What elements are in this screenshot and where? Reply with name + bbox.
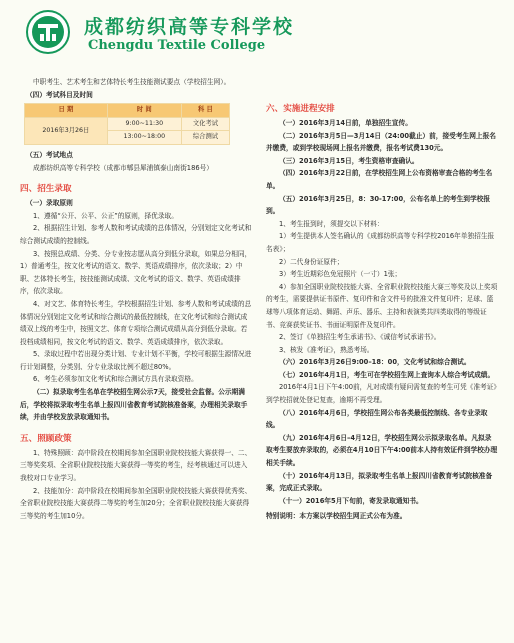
table-header-row — [25, 104, 230, 118]
schedule-step-6: （六）2016年3月26日9:00–18：00，文化考试和综合测试。 — [279, 358, 471, 367]
checkin-material-3: 3）考生近期彩色免冠照片（一寸）1张； — [279, 270, 402, 279]
schedule-step-10: （十）2016年4月13日，拟录取考生名单上报四川省教育考试院核准备案，完成正式录取。 — [266, 471, 493, 493]
page-header — [0, 0, 514, 60]
exam-schedule-table — [24, 103, 230, 145]
header-time: 时 间 — [107, 104, 181, 118]
school-name-en: Chengdu Textile College — [88, 38, 266, 53]
schedule-step-3: （三）2016年3月15日，考生资格审查确认。 — [279, 156, 419, 165]
section-admission-title: 四、招生录取 — [20, 184, 72, 195]
intro-text: 中职考生、艺术考生和艺体特长考生技能测试要点（学校招生网）。 — [33, 78, 231, 86]
time-cell: 13:00~18:00 — [107, 131, 181, 145]
table-row — [25, 117, 230, 131]
special-note: 特别说明：本方案以学校招生网正式公布为准。 — [266, 512, 407, 521]
checkin-material-2: 2）二代身份证原件； — [279, 257, 344, 266]
admission-rule-4: 4、对文艺、体育特长考生，学校根据招生计划、参考人数和考试成绩的总体情况分别划定文化考试和综合测试的最低控制线，在文化考试和综合测试成绩双上线的考生中，按照文艺、体育专项综合测试成绩从高分到低分录取。若投档成绩相同，按文化考试的语文、数学、英语成绩排序，依次录取。 — [20, 299, 252, 346]
school-logo — [26, 10, 70, 54]
exam-date-cell: 2016年3月26日 — [25, 117, 108, 144]
schedule-step-9: （九）2016年4月6日–4月12日，学校招生网公示拟录取名单。凡拟录取考生要放弃录取的，必须在4月10日下午4:00前本人持有效证件到学校办理相关手续。 — [266, 433, 498, 468]
section-policy-title: 五、照顾政策 — [20, 433, 72, 444]
admission-rule-5: 5、录取过程中若出现分类计划、专业计划不平衡，学校可根据生源情况进行计划调整，分类别、分专业录取比例不超过80%。 — [20, 350, 252, 371]
header-subject: 科 目 — [181, 104, 229, 118]
schedule-step-5: （五）2016年3月25日，8：30-17:00，公布名单上的考生到学校报到。 — [266, 194, 491, 216]
score-review-text: 2016年4月1日下午4:00前，凡对成绩有疑问需复查的考生可凭《准考证》到学校招就处登记复查，逾期不再受理。 — [266, 383, 497, 405]
checkin-material-4: 4）参加全国职业院校技能大赛、全省职业院校技能大赛三等奖及以上奖项的考生，需要提供证书原件、复印件和含文件号的批准文件复印件；足球、篮球等八项体育运动、舞蹈、声乐、器乐、主持和表演类共四类取得的等级证书、竞赛获奖证书、书面证明原件及复印件。 — [266, 282, 498, 329]
exam-location-text: 成都纺织高等专科学校（成都市郫县犀浦镇泰山南街186号） — [33, 163, 213, 172]
schedule-step-2: （二）2016年3月5日—3月14日（24:00截止）前，接受考生网上报名并缴费，或到学校现场网上报名并缴费，报名考试费130元。 — [266, 131, 496, 153]
checkin-sign-pledge: 2、签订《单独招生考生承诺书》、《诚信考试承诺书》。 — [279, 333, 441, 342]
exam-location-title: （五）考试地点 — [26, 150, 73, 159]
admission-rule-2: 2、根据招生计划、参考人数和考试成绩的总体情况，分别划定文化考试和综合测试成绩的控制线。 — [20, 224, 252, 245]
exam-schedule-title: （四）考试科目及时间 — [26, 90, 93, 99]
subject-cell: 文化考试 — [181, 117, 229, 131]
header-date: 日 期 — [25, 104, 108, 118]
checkin-material-1: 1）考生提供本人签名确认的《成都纺织高等专科学校2016年单独招生报名表》； — [266, 232, 495, 253]
time-cell: 9:00~11:30 — [107, 117, 181, 131]
right-column — [266, 76, 498, 523]
school-name-cn: 成都纺织高等专科学校 — [84, 16, 295, 38]
schedule-step-7: （七）2016年4月1日，考生可在学校招生网上查询本人综合考试成绩。 — [279, 370, 495, 379]
left-column — [20, 76, 252, 522]
policy-bonus-points: 2、技能加分：高中阶段在校期间参加全国职业院校技能大赛获得优秀奖、全省职业院校技能大赛获得二等奖的考生加20分；全省职业院校技能大赛获得三等奖的考生加10分。 — [20, 486, 252, 520]
section-schedule-title: 六、实施进程安排 — [266, 104, 335, 114]
schedule-step-4: （四）2016年3月22日前，在学校招生网上公布资格审查合格的考生名单。 — [266, 169, 493, 190]
checkin-materials-title: 1、考生报到时，须提交以下材料： — [279, 219, 384, 228]
admission-rule-3: 3、按照总成绩、分类、分专业按志愿从高分到低分录取，如果总分相同，1）普通考生，按文化考试的语文、数学、英语成绩排序，依次录取；2）中职、艺体特长考生，按技能测试成绩、文化考试的语文、数学、英语成绩排序，依次录取。 — [20, 249, 252, 296]
schedule-step-8: （八）2016年4月6日，学校招生网公布各类最低控制线、各专业录取线。 — [266, 408, 488, 430]
admission-rule-1: 1、遵循“公开、公平、公正”的原则，择优录取。 — [33, 211, 178, 220]
schedule-step-11: （十一）2016年5月下旬前，寄发录取通知书。 — [279, 496, 423, 505]
admission-principle-title: （一）录取原则 — [26, 199, 73, 208]
admission-publicity-text: （二）拟录取考生名单在学校招生网公示7天，接受社会监督。公示期满后，学校将拟录取考生名单上报四川省教育考试院核准备案，办理相关录取手续，并由学校发放录取通知书。 — [20, 388, 248, 422]
admission-rule-6: 6、考生必须参加文化考试和综合测试方具有录取资格。 — [33, 375, 198, 384]
policy-special-care: 1、特殊照顾：高中阶段在校期间参加全国职业院校技能大赛获得一、二、三等奖奖项、全省职业院校技能大赛获得一等奖的考生，经考核通过可以进入我校对口专业学习。 — [20, 448, 252, 483]
checkin-admission-ticket: 3、核发《准考证》，熟悉考场。 — [279, 345, 374, 354]
subject-cell: 综合测试 — [181, 131, 229, 145]
schedule-step-1: （一）2016年3月14日前，单独招生宣传。 — [279, 119, 412, 127]
